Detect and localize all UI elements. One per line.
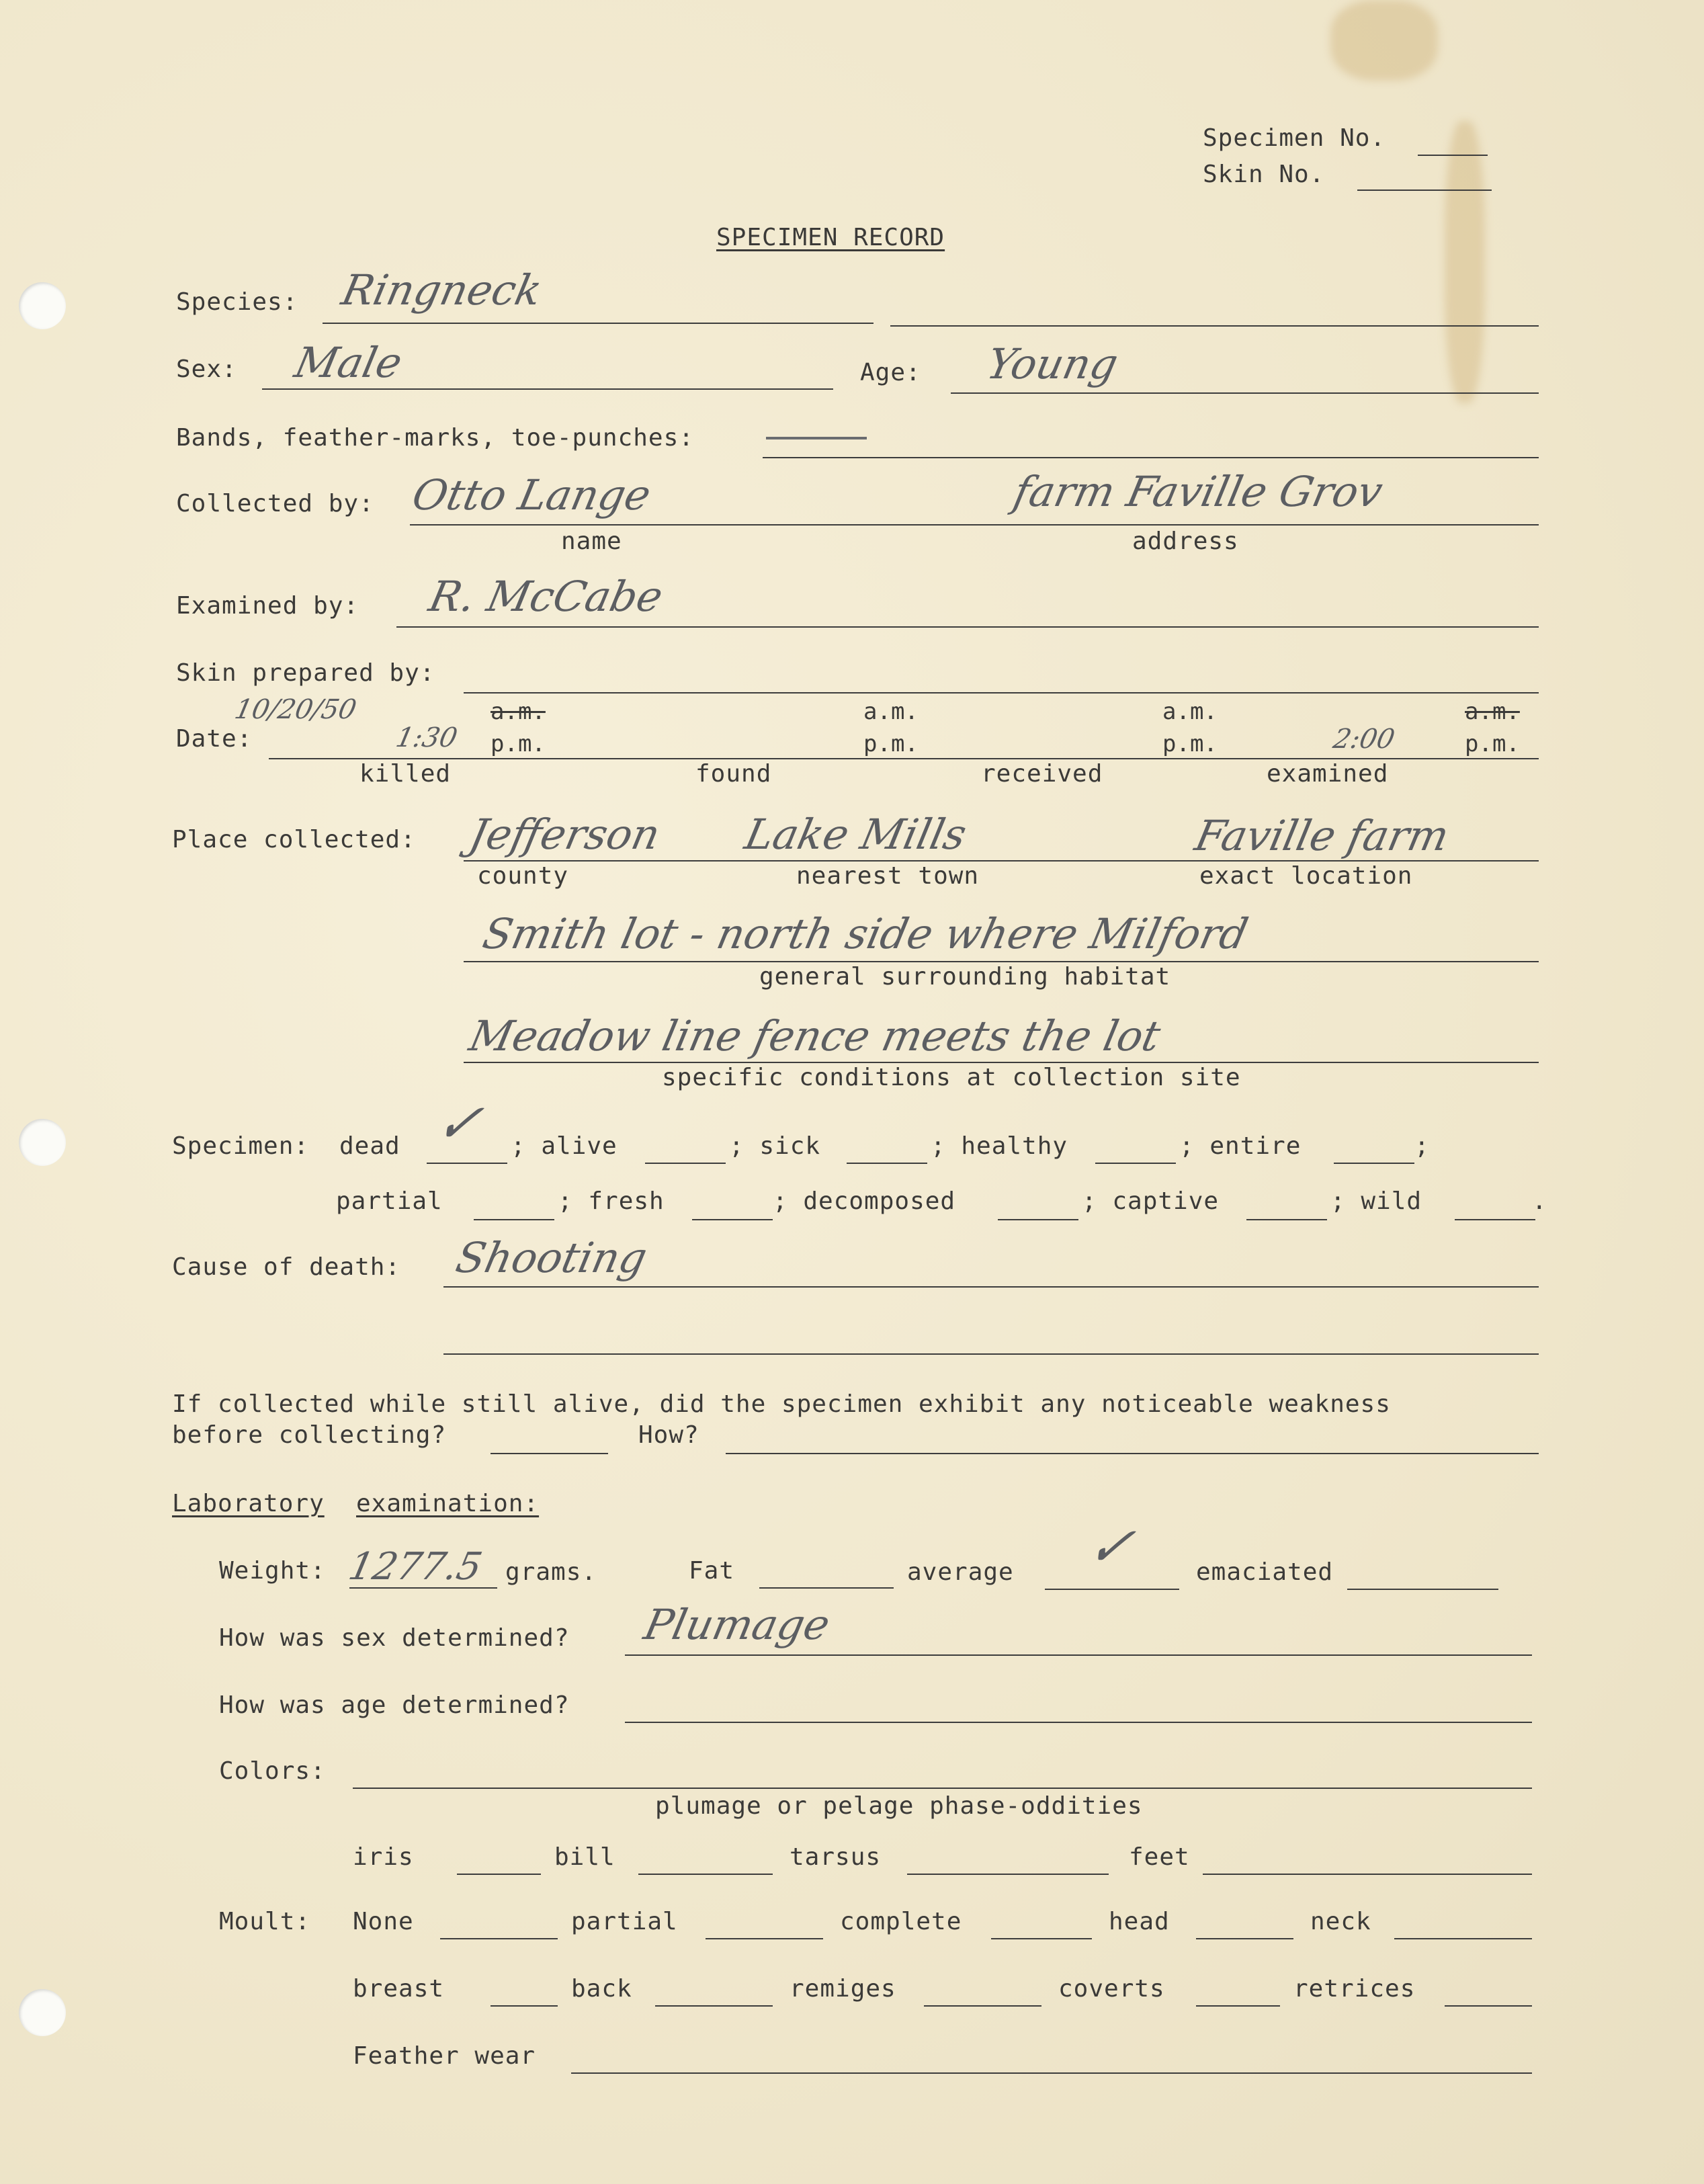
emaciated-line — [1347, 1589, 1498, 1590]
coverts-line — [1196, 2005, 1280, 2007]
moult-complete-line — [991, 1938, 1092, 1939]
examiner-handwritten: R. McCabe — [425, 572, 667, 621]
back-line — [655, 2005, 773, 2007]
date-handwritten: 10/20/50 — [232, 694, 359, 725]
alive-line — [645, 1163, 726, 1164]
coverts-label: coverts — [1058, 1975, 1165, 2003]
date-label: Date: — [176, 725, 253, 753]
wild-line — [1455, 1219, 1535, 1220]
sex-determined-handwritten: Plumage — [640, 1600, 835, 1649]
weakness-line — [491, 1453, 608, 1454]
feet-label: feet — [1129, 1843, 1190, 1871]
am-found: a.m. — [863, 698, 919, 725]
species-line — [323, 323, 874, 324]
partial-line — [474, 1219, 554, 1220]
wild-period: . — [1532, 1187, 1547, 1215]
captive-label: ; captive — [1082, 1187, 1220, 1215]
punch-hole-middle — [19, 1119, 66, 1166]
average-label: average — [907, 1558, 1014, 1586]
healthy-line — [1095, 1163, 1176, 1164]
moult-partial-line — [706, 1938, 823, 1939]
dead-label: dead — [339, 1132, 400, 1160]
habitat-caption: general surrounding habitat — [759, 963, 1171, 991]
age-determined-label: How was age determined? — [219, 1691, 570, 1719]
exact-location-caption: exact location — [1199, 862, 1413, 890]
specimen-no-label: Specimen No. — [1203, 124, 1386, 152]
emaciated-label: emaciated — [1196, 1558, 1334, 1586]
species-handwritten: Ringneck — [337, 265, 546, 314]
page-title: SPECIMEN RECORD — [716, 224, 945, 251]
county-caption: county — [477, 862, 569, 890]
average-line — [1045, 1589, 1179, 1590]
colors-label: Colors: — [219, 1757, 326, 1785]
examination-label: examination: — [356, 1490, 540, 1517]
pm-killed: p.m. — [491, 730, 546, 757]
collected-by-line — [410, 524, 1539, 526]
fat-line — [759, 1587, 894, 1589]
age-determined-line — [625, 1722, 1532, 1723]
examined-caption: examined — [1267, 760, 1389, 788]
entire-label: ; entire — [1179, 1132, 1302, 1160]
feather-wear-line — [571, 2072, 1532, 2074]
moult-neck-label: neck — [1310, 1908, 1371, 1935]
grams-label: grams. — [505, 1558, 597, 1586]
decomposed-label: ; decomposed — [773, 1187, 956, 1215]
cause-of-death-label: Cause of death: — [172, 1253, 401, 1281]
dead-check-handwritten: ✓ — [430, 1092, 489, 1154]
cause-line — [443, 1286, 1539, 1288]
age-label: Age: — [860, 359, 921, 386]
retrices-label: retrices — [1293, 1975, 1416, 2003]
am-received: a.m. — [1162, 698, 1218, 725]
name-caption: name — [561, 528, 622, 555]
collector-address-handwritten: farm Faville Grov — [1009, 467, 1388, 516]
colors-line — [353, 1788, 1532, 1789]
cause-line-2 — [443, 1353, 1539, 1355]
sex-line — [262, 388, 833, 390]
sex-label: Sex: — [176, 355, 237, 383]
received-caption: received — [981, 760, 1103, 788]
iris-label: iris — [353, 1843, 414, 1871]
fresh-line — [692, 1219, 773, 1220]
punch-hole-top — [19, 282, 66, 329]
sex-determined-line — [625, 1654, 1532, 1656]
bill-line — [638, 1874, 773, 1875]
killed-time-handwritten: 1:30 — [393, 722, 460, 753]
sick-label: ; sick — [729, 1132, 821, 1160]
pm-examined: p.m. — [1465, 730, 1520, 757]
breast-label: breast — [353, 1975, 445, 2003]
bands-label: Bands, feather-marks, toe-punches: — [176, 424, 694, 452]
examined-time-handwritten: 2:00 — [1330, 724, 1398, 755]
place-line — [464, 860, 1539, 862]
entire-line — [1334, 1163, 1414, 1164]
laboratory-label: Laboratory — [172, 1490, 325, 1517]
sex-handwritten: Male — [290, 338, 407, 387]
age-line — [951, 392, 1539, 394]
species-line-2 — [890, 325, 1539, 327]
site-caption: specific conditions at collection site — [662, 1064, 1241, 1091]
water-stain — [1330, 0, 1438, 81]
wild-label: ; wild — [1330, 1187, 1422, 1215]
captive-line — [1246, 1219, 1327, 1220]
dead-line — [427, 1163, 507, 1164]
weight-handwritten: 1277.5 — [345, 1545, 486, 1589]
species-label: Species: — [176, 288, 298, 316]
killed-caption: killed — [359, 760, 452, 788]
county-handwritten: Jefferson — [465, 810, 665, 859]
skin-no-line — [1357, 190, 1492, 191]
bands-line — [763, 457, 1539, 458]
punch-hole-bottom — [19, 1989, 66, 2036]
feather-wear-label: Feather wear — [353, 2042, 536, 2070]
am-examined: a.m. — [1465, 698, 1520, 725]
moult-head-line — [1196, 1938, 1293, 1939]
how-label: How? — [638, 1421, 699, 1449]
average-check-handwritten: ✓ — [1082, 1515, 1141, 1578]
collected-by-label: Collected by: — [176, 490, 374, 517]
how-line — [726, 1453, 1539, 1454]
place-collected-label: Place collected: — [172, 826, 416, 853]
habitat-handwritten: Smith lot - north side where Milford — [478, 909, 1252, 958]
town-handwritten: Lake Mills — [740, 810, 971, 859]
alive-question-line1: If collected while still alive, did the specimen exhibit any noticeable weakness — [172, 1390, 1391, 1418]
sex-determined-label: How was sex determined? — [219, 1624, 570, 1652]
moult-partial-label: partial — [571, 1908, 678, 1935]
sick-line — [847, 1163, 927, 1164]
am-killed: a.m. — [491, 698, 546, 725]
moult-none-line — [440, 1938, 558, 1939]
fat-label: Fat — [689, 1557, 735, 1585]
pm-found: p.m. — [863, 730, 919, 757]
bill-label: bill — [554, 1843, 615, 1871]
fresh-label: ; fresh — [558, 1187, 665, 1215]
feet-line — [1203, 1874, 1532, 1875]
bands-dash-mark — [766, 437, 867, 439]
nearest-town-caption: nearest town — [796, 862, 980, 890]
cause-handwritten: Shooting — [452, 1233, 652, 1282]
tarsus-line — [907, 1874, 1109, 1875]
water-stain — [1445, 121, 1485, 403]
skin-prepared-line — [464, 692, 1539, 694]
moult-complete-label: complete — [840, 1908, 962, 1935]
skin-no-label: Skin No. — [1203, 161, 1325, 188]
specimen-no-line — [1418, 155, 1488, 156]
skin-prepared-label: Skin prepared by: — [176, 659, 435, 687]
back-label: back — [571, 1975, 632, 2003]
specimen-label: Specimen: — [172, 1132, 310, 1160]
moult-none-label: None — [353, 1908, 414, 1935]
date-line — [269, 758, 1539, 759]
plumage-caption: plumage or pelage phase-oddities — [655, 1792, 1143, 1820]
collector-name-handwritten: Otto Lange — [408, 470, 656, 519]
found-caption: found — [695, 760, 772, 788]
address-caption: address — [1132, 528, 1239, 555]
breast-line — [491, 2005, 558, 2007]
moult-label: Moult: — [219, 1908, 311, 1935]
pm-received: p.m. — [1162, 730, 1218, 757]
age-handwritten: Young — [982, 339, 1123, 388]
decomposed-line — [998, 1219, 1078, 1220]
partial-label: partial — [336, 1187, 443, 1215]
examined-by-label: Examined by: — [176, 592, 359, 620]
examined-by-line — [396, 626, 1539, 628]
site-line — [464, 1062, 1539, 1063]
iris-line — [457, 1874, 541, 1875]
moult-neck-line — [1394, 1938, 1532, 1939]
site-handwritten: Meadow line fence meets the lot — [465, 1011, 1165, 1060]
weight-label: Weight: — [219, 1557, 326, 1585]
location-handwritten: Faville farm — [1191, 811, 1453, 860]
entire-semicolon: ; — [1414, 1132, 1430, 1160]
alive-question-line2: before collecting? — [172, 1421, 447, 1449]
habitat-line — [464, 961, 1539, 962]
remiges-label: remiges — [790, 1975, 896, 2003]
alive-label: ; alive — [511, 1132, 617, 1160]
remiges-line — [924, 2005, 1041, 2007]
retrices-line — [1445, 2005, 1532, 2007]
tarsus-label: tarsus — [790, 1843, 882, 1871]
moult-head-label: head — [1109, 1908, 1170, 1935]
healthy-label: ; healthy — [931, 1132, 1068, 1160]
